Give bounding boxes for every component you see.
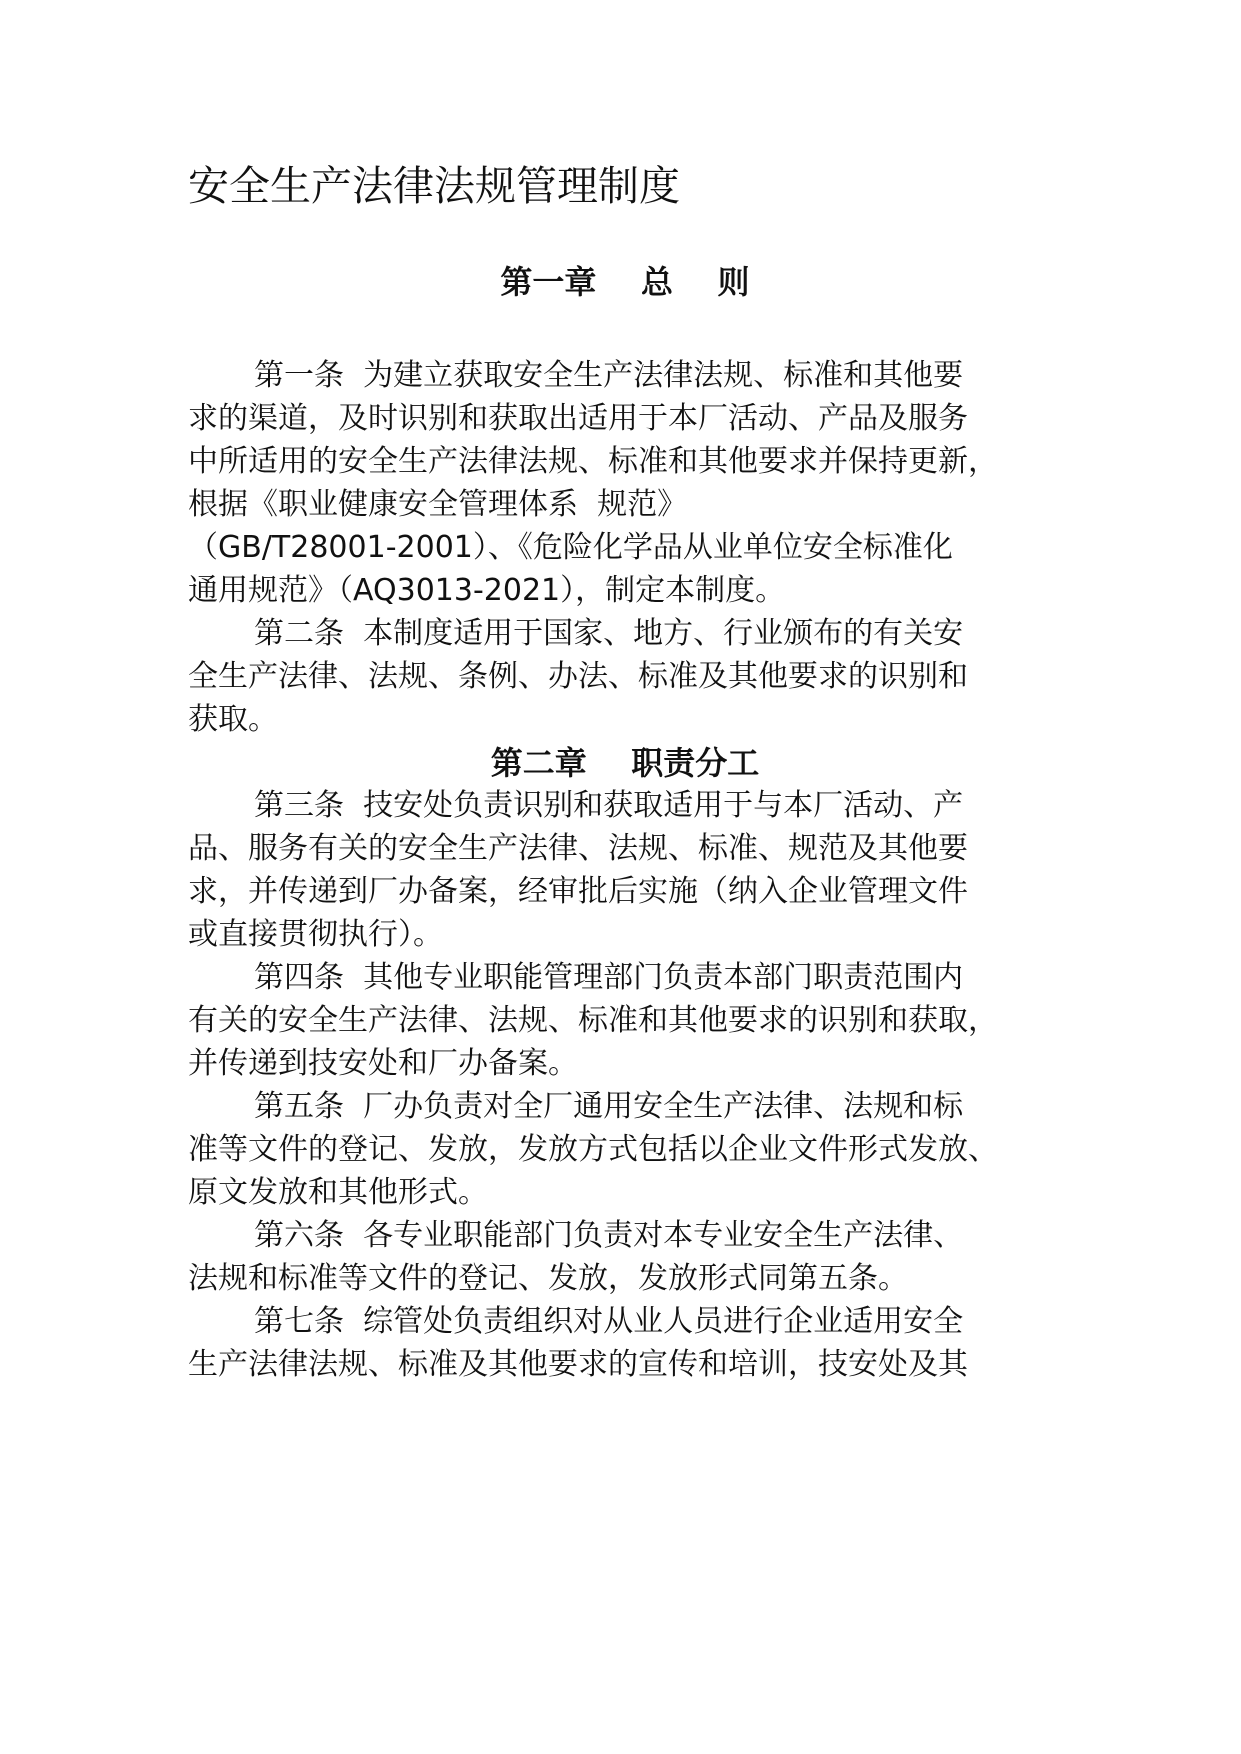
text-line: 有关的安全生产法律、法规、标准和其他要求的识别和获取， — [188, 1003, 998, 1038]
text-line: 或直接贯彻执行）。 — [188, 917, 443, 952]
text-line: 中所适用的安全生产法律法规、标准和其他要求并保持更新， — [188, 444, 998, 479]
text-line: 生产法律法规、标准及其他要求的宣传和培训，技安处及其 — [188, 1347, 968, 1382]
text-line: 原文发放和其他形式。 — [188, 1175, 488, 1210]
text-line: 第七条 综管处负责组织对从业人员进行企业适用安全 — [254, 1304, 964, 1339]
text-line: （GB/T28001-2001）、《危险化学品从业单位安全标准化 — [188, 530, 953, 565]
text-line: 第六条 各专业职能部门负责对本专业安全生产法律、 — [254, 1218, 964, 1253]
text-line: 通用规范》（AQ3013-2021），制定本制度。 — [188, 573, 786, 608]
text-line: 第四条 其他专业职能管理部门负责本部门职责范围内 — [254, 960, 964, 995]
text-line: 品、服务有关的安全生产法律、法规、标准、规范及其他要 — [188, 831, 968, 866]
document-title: 安全生产法律法规管理制度 — [188, 162, 680, 210]
text-line: 第二条 本制度适用于国家、地方、行业颁布的有关安 — [254, 616, 964, 651]
text-line: 并传递到技安处和厂办备案。 — [188, 1046, 578, 1081]
chapter-2-heading: 第二章 职责分工 — [490, 744, 760, 782]
text-line: 求的渠道，及时识别和获取出适用于本厂活动、产品及服务 — [188, 401, 968, 436]
chapter-1-heading: 第一章 总 则 — [500, 263, 750, 301]
text-line: 第三条 技安处负责识别和获取适用于与本厂活动、产 — [254, 788, 964, 823]
text-line: 获取。 — [188, 702, 278, 737]
text-line: 法规和标准等文件的登记、发放，发放形式同第五条。 — [188, 1261, 908, 1296]
text-line: 根据《职业健康安全管理体系 规范》 — [188, 487, 688, 522]
text-line: 全生产法律、法规、条例、办法、标准及其他要求的识别和 — [188, 659, 968, 694]
text-line: 第五条 厂办负责对全厂通用安全生产法律、法规和标 — [254, 1089, 964, 1124]
text-line: 第一条 为建立获取安全生产法律法规、标准和其他要 — [254, 358, 964, 393]
text-line: 准等文件的登记、发放，发放方式包括以企业文件形式发放、 — [188, 1132, 998, 1167]
text-line: 求，并传递到厂办备案，经审批后实施（纳入企业管理文件 — [188, 874, 968, 909]
